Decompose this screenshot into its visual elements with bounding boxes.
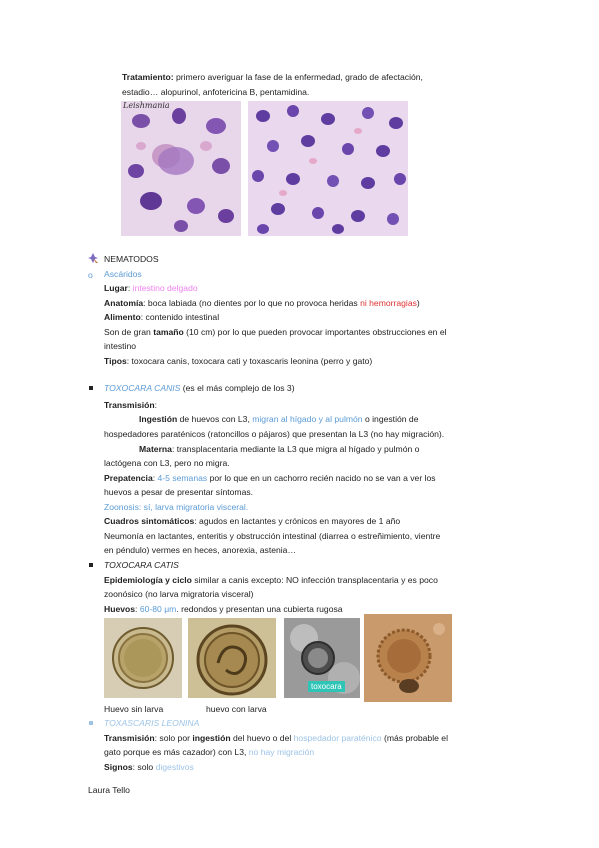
tratamiento-label: Tratamiento: bbox=[122, 72, 174, 82]
cati-title: TOXOCARA CATIS bbox=[104, 560, 179, 570]
egg-without-larva-image bbox=[104, 618, 182, 698]
canis-prepatencia-line2: huevos a pesar de presentar síntomas. bbox=[104, 487, 254, 497]
canis-materna-line2: lactógena con L3, pero no migra. bbox=[104, 458, 230, 468]
ascaridos-heading: Ascáridos bbox=[104, 269, 142, 279]
leonina-transmision-line: Transmisión: solo por ingestión del huevo o del hospedador paraténico (más probable el bbox=[104, 733, 448, 743]
toxocara-egg-image bbox=[284, 618, 360, 698]
canis-zoonosis-line: Zoonosis: sí, larva migratoria visceral. bbox=[104, 502, 249, 512]
tipos-line: Tipos: toxocara canis, toxocara cati y toxascaris leonina (perro y gato) bbox=[104, 356, 373, 366]
canis-neumonia-line2: en péndulo) vermes en heces, anorexia, astenia… bbox=[104, 545, 297, 555]
footer-author: Laura Tello bbox=[88, 785, 130, 795]
square-bullet-icon bbox=[89, 721, 93, 725]
leonina-transmision-line2: gato porque es más cazador) con L3, no hay migración bbox=[104, 747, 315, 757]
cati-epi-line2: zoonósico (no larva migratoria visceral) bbox=[104, 589, 254, 599]
canis-ingestion-line: Ingestión de huevos con L3, migran al hígado y al pulmón o ingestión de bbox=[139, 414, 419, 424]
caption-egg-with-larva: huevo con larva bbox=[206, 704, 267, 714]
egg-with-larva-image bbox=[188, 618, 276, 698]
canis-prepatencia-line: Prepatencia: 4-5 semanas por lo que en un cachorro recién nacido no se van a ver los bbox=[104, 473, 436, 483]
canis-title-line: TOXOCARA CANIS (es el más complejo de los 3) bbox=[104, 383, 295, 393]
lugar-line: Lugar: intestino delgado bbox=[104, 283, 198, 293]
alimento-line: Alimento: contenido intestinal bbox=[104, 312, 220, 322]
anatomia-line: Anatomía: boca labiada (no dientes por lo que no provoca heridas ni hemorragias) bbox=[104, 298, 420, 308]
square-bullet-icon bbox=[89, 563, 93, 567]
canis-materna-line: Materna: transplacentaria mediante la L3 que migra al hígado y pulmón o bbox=[139, 444, 420, 454]
nematodos-heading: NEMATODOS bbox=[104, 254, 159, 264]
cati-epi-line: Epidemiología y ciclo similar a canis excepto: NO infección transplacentaria y es poco bbox=[104, 575, 438, 585]
canis-cuadros-line: Cuadros sintomáticos: agudos en lactantes y crónicos en mayores de 1 año bbox=[104, 516, 401, 526]
arrow-bullet-icon bbox=[88, 253, 98, 263]
cati-huevos-line: Huevos: 60-80 μm. redondos y presentan una cubierta rugosa bbox=[104, 604, 343, 614]
hollow-circle-bullet-icon: o bbox=[88, 270, 93, 280]
leonina-signos-line: Signos: solo digestivos bbox=[104, 762, 194, 772]
canis-neumonia-line1: Neumonía en lactantes, enteritis y obstrucción intestinal (diarrea o estreñimiento, vientre bbox=[104, 531, 441, 541]
tratamiento-line1: Tratamiento: primero averiguar la fase de la enfermedad, grado de afectación, bbox=[122, 72, 423, 82]
tratamiento-line2: estadio… alopurinol, anfotericina B, pentamidina. bbox=[122, 87, 310, 97]
tamano-line2: intestino bbox=[104, 341, 137, 351]
square-bullet-icon bbox=[89, 386, 93, 390]
tamano-line1: Son de gran tamaño (10 cm) por lo que pueden provocar importantes obstrucciones en el bbox=[104, 327, 447, 337]
leishmania-micrograph-1 bbox=[121, 101, 241, 236]
caption-egg-without-larva: Huevo sin larva bbox=[104, 704, 164, 714]
toxocara-image-tag: toxocara bbox=[308, 681, 345, 692]
leishmania-handwritten-label: Leishmania bbox=[123, 101, 170, 110]
toxocara-egg-rough-image bbox=[364, 614, 452, 702]
canis-ingestion-line2: hospedadores paraténicos (ratoncillos o pájaros) que presentan la L3 (no hay migración). bbox=[104, 429, 445, 439]
canis-transmision-label: Transmisión: bbox=[104, 400, 158, 410]
leishmania-micrograph-2 bbox=[248, 101, 408, 236]
leonina-title: TOXASCARIS LEONINA bbox=[104, 718, 200, 728]
